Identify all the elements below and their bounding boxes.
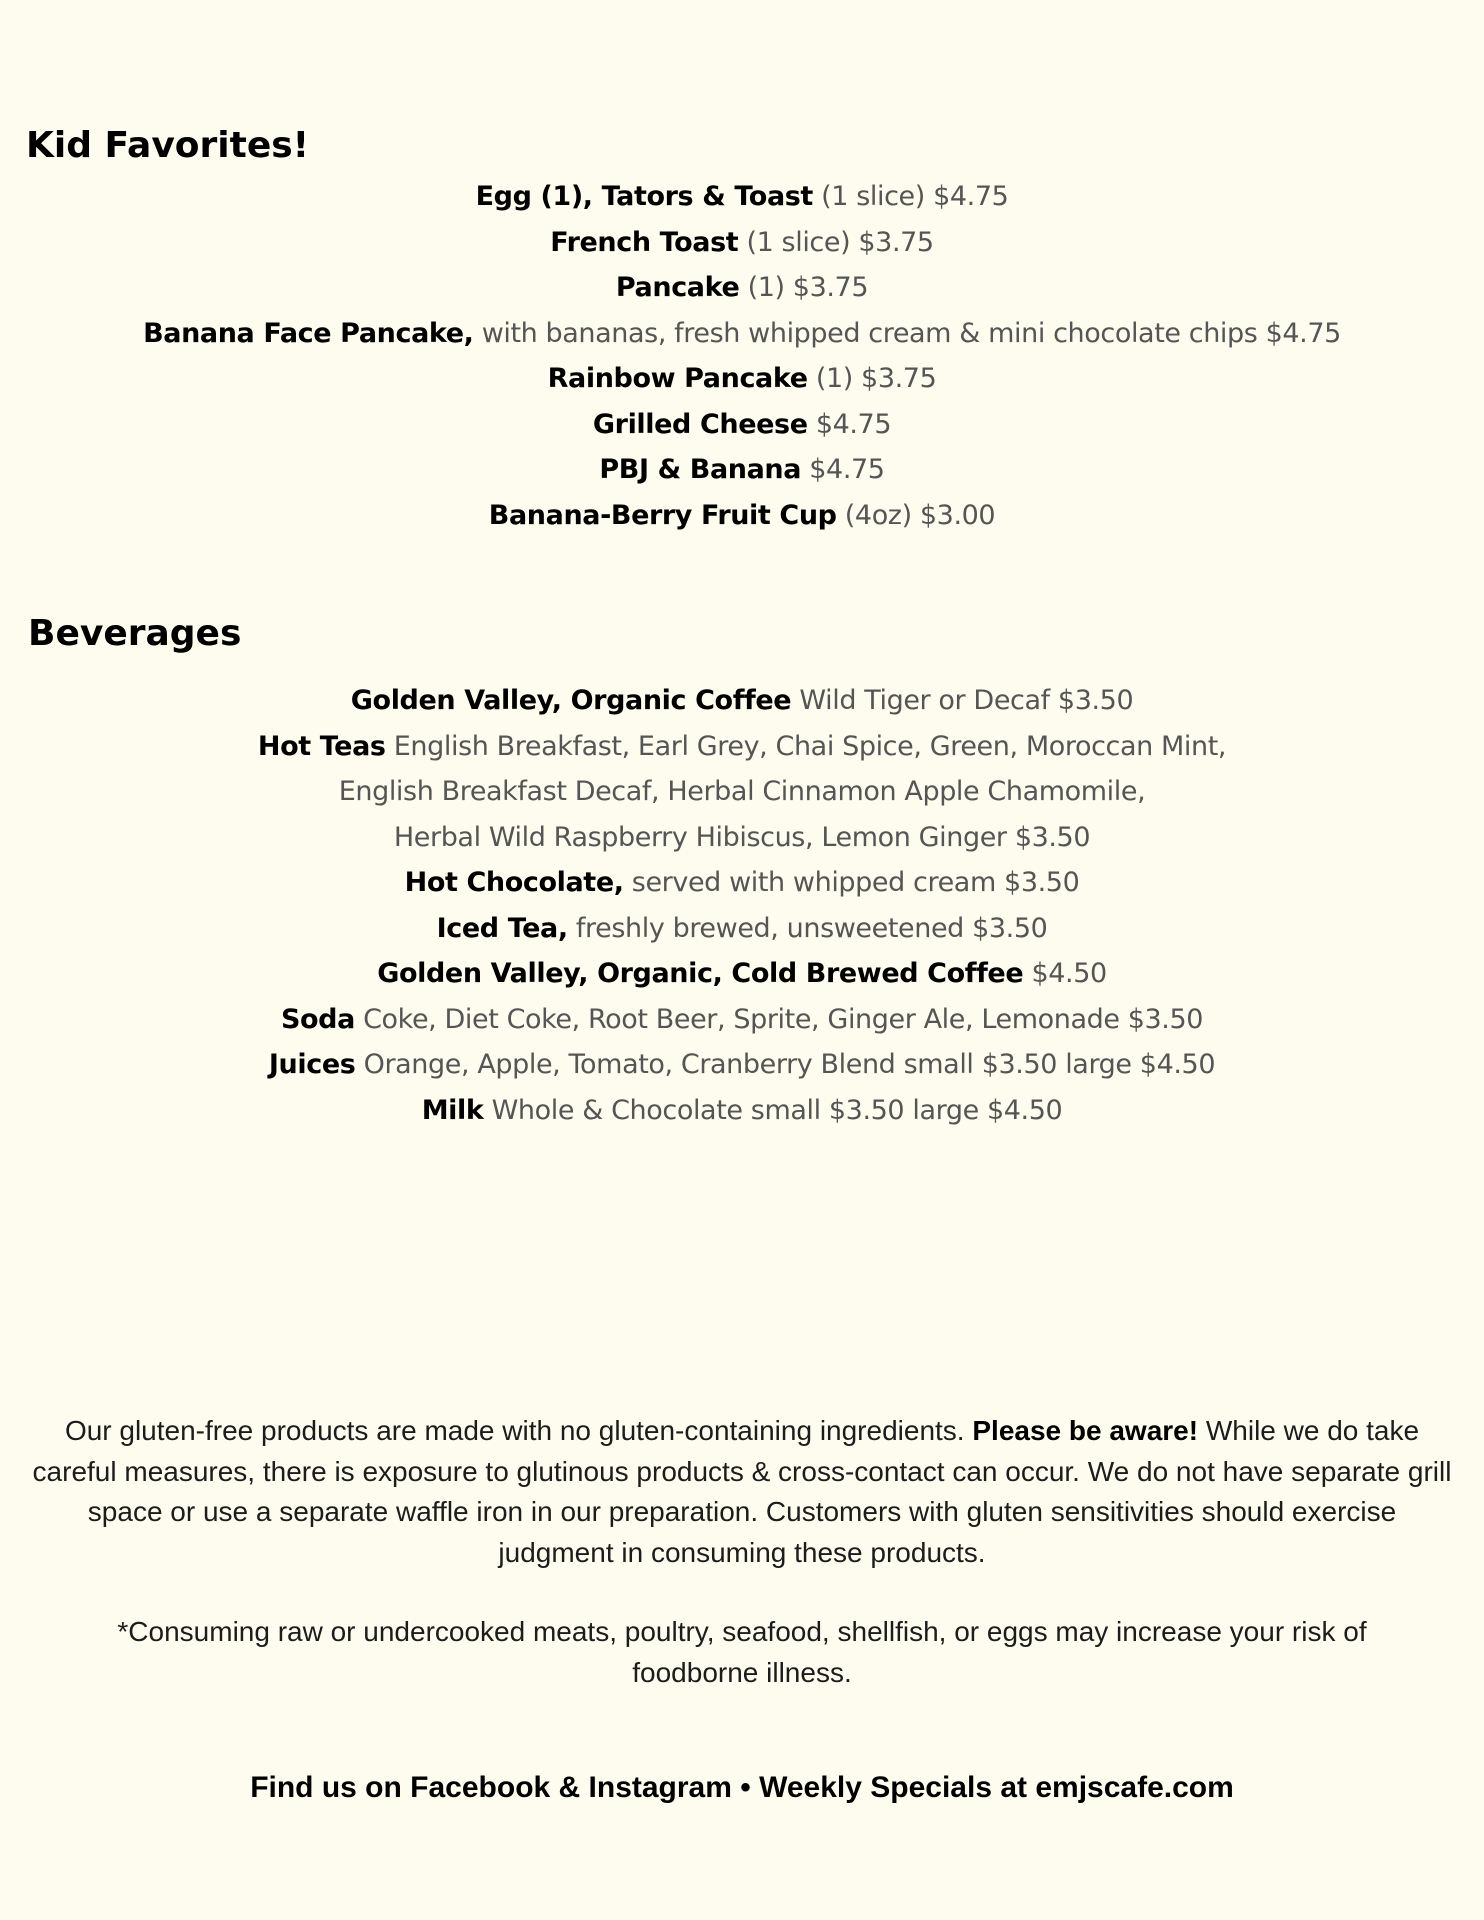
item-name: Pancake — [615, 272, 740, 303]
menu-item-soda — [0, 997, 1484, 1043]
menu-item-hot-chocolate — [0, 860, 1484, 906]
item-price: $4.75 — [815, 408, 892, 440]
menu-item-iced-tea — [0, 906, 1484, 952]
item-price: $3.50 large $4.50 — [981, 1049, 1216, 1080]
item-price: $3.50 — [1004, 867, 1080, 898]
item-price: $3.75 — [861, 363, 937, 394]
item-name: Banana Face Pancake, — [143, 317, 474, 349]
item-description: Orange, Apple, Tomato, Cranberry Blend small — [363, 1049, 974, 1080]
menu-item-coffee — [0, 678, 1484, 724]
menu-item-french-toast — [0, 220, 1484, 266]
beverages-list — [0, 678, 1484, 1133]
menu-item-banana-face-pancake — [0, 311, 1484, 357]
item-description: (1 slice) — [746, 226, 851, 258]
menu-item-grilled-cheese — [0, 402, 1484, 448]
menu-item-egg-tators-toast — [0, 174, 1484, 220]
item-name: Hot Teas — [257, 730, 386, 762]
item-description: English Breakfast Decaf, Herbal Cinnamon Apple Chamomile, — [338, 776, 1146, 807]
item-description: (1) — [815, 363, 853, 394]
menu-item-rainbow-pancake — [0, 356, 1484, 402]
item-price: $3.50 — [1014, 821, 1091, 853]
menu-item-pbj-banana — [0, 447, 1484, 493]
kid-favorites-list — [0, 174, 1484, 538]
item-price: $3.50 — [1057, 685, 1134, 716]
item-name: Golden Valley, Organic Coffee — [350, 685, 792, 716]
menu-item-fruit-cup — [0, 493, 1484, 539]
item-price: $3.00 — [919, 499, 996, 531]
item-description: Whole & Chocolate small — [491, 1094, 821, 1126]
item-description: freshly brewed, unsweetened — [575, 912, 964, 944]
menu-item-hot-teas — [0, 724, 1484, 770]
item-description: with bananas, fresh whipped cream & mini chocolate chips — [481, 317, 1258, 349]
item-price: $4.50 — [1031, 958, 1107, 989]
menu-item-hot-teas-continued — [0, 815, 1484, 861]
item-name: Golden Valley, Organic, Cold Brewed Coffee — [377, 958, 1024, 989]
item-description: English Breakfast, Earl Grey, Chai Spice, Green, Moroccan Mint, — [393, 730, 1227, 762]
item-description: (4oz) — [844, 499, 912, 531]
item-description: served with whipped cream — [631, 867, 996, 898]
item-price: $3.50 large $4.50 — [828, 1094, 1063, 1126]
item-name: Soda — [280, 1003, 355, 1035]
menu-item-pancake — [0, 265, 1484, 311]
gluten-free-notice — [30, 1411, 1454, 1573]
item-name: Iced Tea, — [436, 912, 568, 944]
item-price: $4.75 — [933, 181, 1009, 212]
item-description: (1 slice) — [821, 181, 925, 212]
menu-item-hot-teas-continued — [0, 769, 1484, 815]
item-name: Rainbow Pancake — [547, 363, 808, 394]
item-description: (1) — [747, 272, 785, 303]
footer-social-links: Find us on Facebook & Instagram • Weekly Specials at emjscafe.com — [250, 1771, 1234, 1804]
item-name: Hot Chocolate, — [404, 867, 624, 898]
raw-food-warning: *Consuming raw or undercooked meats, poultry, seafood, shellfish, or eggs may increase your risk of foodborne illness. — [117, 1616, 1367, 1688]
item-description: Coke, Diet Coke, Root Beer, Sprite, Ginger Ale, Lemonade — [363, 1003, 1120, 1035]
gluten-notice-body: While we do take careful measures, there is exposure to glutinous products & cross-contact can occur. We do not have separate grill space or use a separate waffle iron in our preparation. Customers with gluten sensitivities should exercise judgment in consuming these products. — [32, 1415, 1452, 1568]
item-price: $3.75 — [858, 226, 934, 258]
gluten-notice-intro: Our gluten-free products are made with no gluten-containing ingredients. — [64, 1415, 965, 1446]
item-description: Wild Tiger or Decaf — [799, 685, 1050, 716]
item-price: $3.75 — [792, 272, 869, 303]
item-name: Grilled Cheese — [592, 408, 808, 440]
menu-item-cold-brew — [0, 951, 1484, 997]
gluten-notice-emphasis: Please be aware! — [972, 1415, 1199, 1446]
menu-item-juices — [0, 1042, 1484, 1088]
item-price: $4.75 — [1265, 317, 1341, 349]
item-price: $3.50 — [972, 912, 1048, 944]
item-name: PBJ & Banana — [599, 454, 802, 485]
item-name: French Toast — [550, 226, 739, 258]
beverages-heading: Beverages — [28, 613, 242, 654]
item-name: Egg (1), Tators & Toast — [475, 181, 813, 212]
item-price: $3.50 — [1127, 1003, 1204, 1035]
item-name: Milk — [421, 1094, 484, 1126]
kid-favorites-heading: Kid Favorites! — [26, 125, 310, 166]
item-name: Juices — [268, 1049, 356, 1080]
item-price: $4.75 — [809, 454, 885, 485]
item-name: Banana-Berry Fruit Cup — [488, 499, 837, 531]
item-description: Herbal Wild Raspberry Hibiscus, Lemon Ginger — [393, 821, 1007, 853]
menu-item-milk — [0, 1088, 1484, 1134]
